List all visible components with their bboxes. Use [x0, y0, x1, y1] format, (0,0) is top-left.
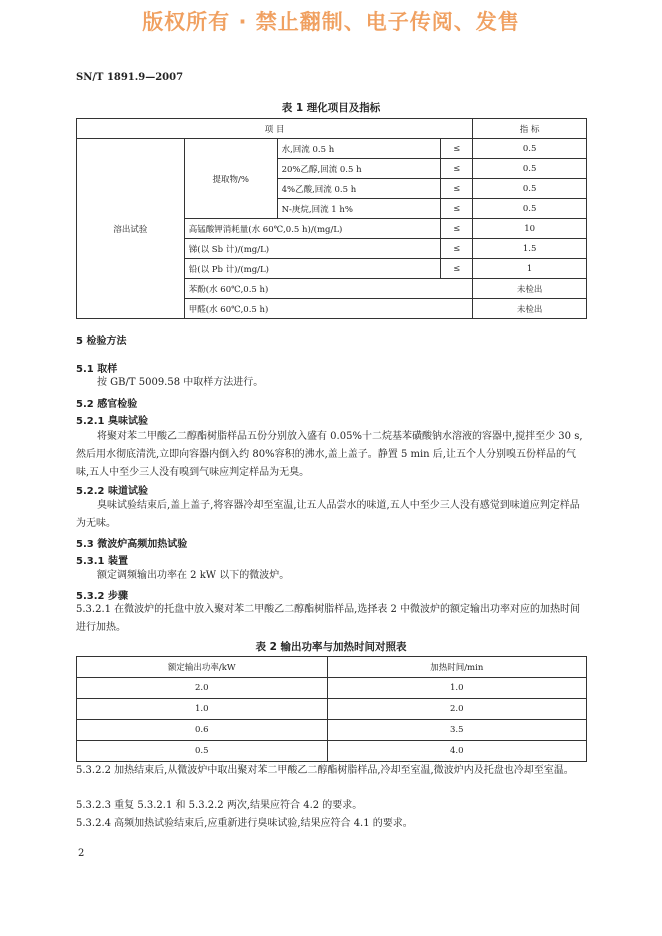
table1-header-item: 项 目	[77, 119, 473, 139]
table-row	[77, 741, 587, 762]
table-cell: 2.0	[327, 699, 587, 720]
table-cell: 0.5	[473, 199, 587, 219]
section-5-3-2-4-text: 5.3.2.4 高频加热试验结束后,应重新进行臭味试验,结果应符合 4.1 的要求。	[76, 818, 413, 829]
table-cell: 4%乙酸,回流 0.5 h	[277, 179, 441, 199]
standard-number: SN/T 1891.9—2007	[76, 72, 184, 83]
table-cell: N-庚烷,回流 1 h%	[277, 199, 441, 219]
section-5-3-title: 5.3 微波炉高频加热试验	[76, 539, 188, 550]
table-cell: 高锰酸钾消耗量(水 60℃,0.5 h)/(mg/L)	[184, 219, 440, 239]
table-row	[77, 678, 587, 699]
table1	[76, 118, 587, 319]
section-5-1-title: 5.1 取样	[76, 364, 118, 375]
table-cell: 0.5	[473, 179, 587, 199]
section-5-2-2-title: 5.2.2 味道试验	[76, 486, 148, 497]
section-5-3-2-2-text: 5.3.2.2 加热结束后,从微波炉中取出聚对苯二甲酸乙二醇酯树脂样品,冷却至室温,微波炉内及托盘也冷却至室温。	[76, 765, 574, 776]
table-cell: 1.5	[473, 239, 587, 259]
table-cell: ≤	[441, 139, 473, 159]
table-cell: 1.0	[327, 678, 587, 699]
table-cell: 0.6	[77, 720, 328, 741]
table-cell: ≤	[441, 219, 473, 239]
section-5-3-2-3-text: 5.3.2.3 重复 5.3.2.1 和 5.3.2.2 两次,结果应符合 4.2 的要求。	[76, 800, 363, 811]
table2	[76, 656, 587, 762]
table1-sub-label: 提取物/%	[184, 139, 277, 219]
section-5-title: 5 检验方法	[76, 336, 127, 347]
table-row	[77, 699, 587, 720]
table-cell: 4.0	[327, 741, 587, 762]
table-cell: ≤	[441, 239, 473, 259]
table-cell: 未检出	[473, 279, 587, 299]
table-row	[77, 720, 587, 741]
section-5-2-1-text: 将聚对苯二甲酸乙二醇酯树脂样品五份分别放入盛有 0.05%十二烷基苯磺酸钠水溶液的容器中,搅拌至少 30 s,然后用水彻底清洗,立即向容器内倒入约 80%容积的沸水,盖上盖子。静置 5 min 后,让五个人分别嗅五份样品的气味,五人中至少三人没有嗅到气味应判定样品为无臭。	[76, 431, 583, 478]
table1-group-label: 溶出试验	[77, 139, 185, 319]
section-5-3-1-text: 额定调频输出功率在 2 kW 以下的微波炉。	[97, 570, 290, 581]
table1-header-index: 指 标	[473, 119, 587, 139]
table2-header-power: 额定输出功率/kW	[77, 657, 328, 678]
table-cell: ≤	[441, 259, 473, 279]
copyright-banner: 版权所有 · 禁止翻制、电子传阅、发售	[142, 10, 520, 34]
table1-header-row	[77, 119, 587, 139]
table-cell: 锑(以 Sb 计)/(mg/L)	[184, 239, 440, 259]
table-cell: 甲醛(水 60℃,0.5 h)	[184, 299, 472, 319]
table-cell: ≤	[441, 199, 473, 219]
table-cell: 20%乙醇,回流 0.5 h	[277, 159, 441, 179]
table-cell: 苯酚(水 60℃,0.5 h)	[184, 279, 472, 299]
table-cell: ≤	[441, 159, 473, 179]
section-5-3-2-title: 5.3.2 步骤	[76, 591, 128, 602]
table2-header-row	[77, 657, 587, 678]
table-cell: 0.5	[473, 159, 587, 179]
table-cell: 铅(以 Pb 计)/(mg/L)	[184, 259, 440, 279]
section-5-2-title: 5.2 感官检验	[76, 399, 138, 410]
table1-caption: 表 1 理化项目及指标	[281, 102, 381, 114]
table2-header-time: 加热时间/min	[327, 657, 587, 678]
table-cell: 10	[473, 219, 587, 239]
table-cell: 0.5	[77, 741, 328, 762]
section-5-2-2-text: 臭味试验结束后,盖上盖子,将容器冷却至室温,让五人品尝水的味道,五人中至少三人没有感觉到味道应判定样品为无味。	[76, 500, 580, 529]
table-row	[77, 139, 587, 159]
section-5-3-1-title: 5.3.1 装置	[76, 556, 128, 567]
table-cell: 0.5	[473, 139, 587, 159]
table-cell: 3.5	[327, 720, 587, 741]
section-5-1-text: 按 GB/T 5009.58 中取样方法进行。	[97, 377, 264, 388]
table-cell: 水,回流 0.5 h	[277, 139, 441, 159]
page-number: 2	[78, 848, 85, 859]
section-5-2-1-title: 5.2.1 臭味试验	[76, 416, 148, 427]
table-cell: 1	[473, 259, 587, 279]
table-cell: ≤	[441, 179, 473, 199]
section-5-3-2-1-text: 5.3.2.1 在微波炉的托盘中放入聚对苯二甲酸乙二醇酯树脂样品,选择表 2 中微波炉的额定输出功率对应的加热时间进行加热。	[76, 604, 581, 633]
table-cell: 2.0	[77, 678, 328, 699]
table2-caption: 表 2 输出功率与加热时间对照表	[255, 641, 407, 653]
table-cell: 1.0	[77, 699, 328, 720]
table-cell: 未检出	[473, 299, 587, 319]
